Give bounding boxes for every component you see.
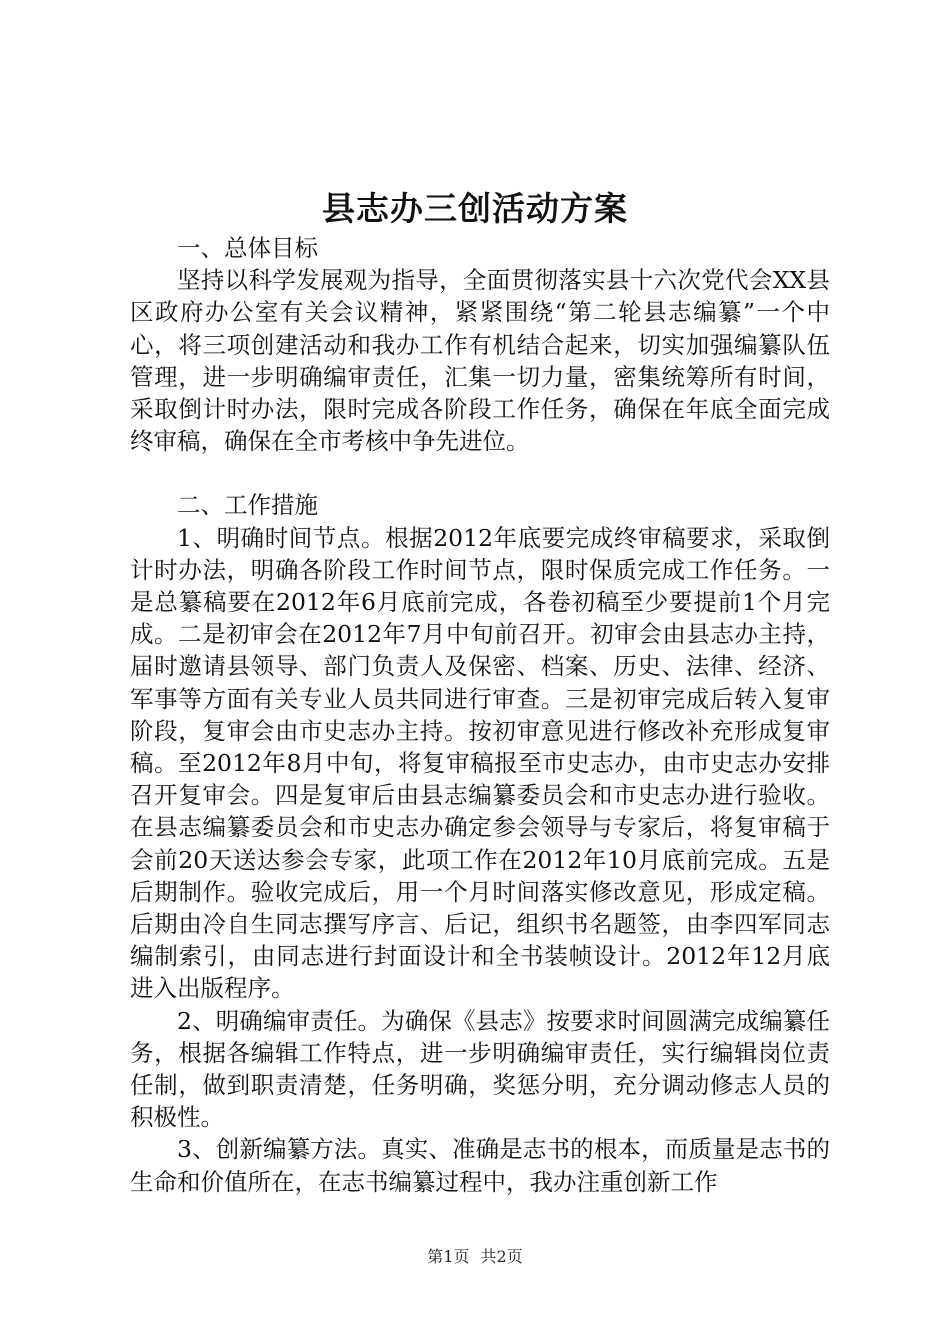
paragraph: 2、明确编审责任。为确保《县志》按要求时间圆满完成编纂任务，根据各编辑工作特点，进一步明确编审责任，实行编辑岗位责任制，做到职责清楚，任务明确，奖惩分明，充分调动修志人员的积极性。 <box>130 1006 830 1132</box>
paragraph-gap <box>130 457 830 489</box>
section-heading: 一、总体目标 <box>177 234 318 262</box>
page-number: 第1页 <box>427 1247 470 1266</box>
document-body <box>130 232 830 1198</box>
section-heading: 二、工作措施 <box>177 491 318 520</box>
paragraph: 坚持以科学发展观为指导，全面贯彻落实县十六次党代会XX县区政府办公室有关会议精神，紧紧围绕“第二轮县志编纂”一个中心，将三项创建活动和我办工作有机结合起来，切实加强编纂队伍管理，进一步明确编审责任，汇集一切力量，密集统筹所有时间，采取倒计时办法，限时完成各阶段工作任务，确保在年底全面完成终审稿，确保在全市考核中争先进位。 <box>130 266 830 456</box>
page-footer <box>0 1246 950 1268</box>
document-title: 县志办三创活动方案 <box>322 189 628 228</box>
paragraph: 3、创新编纂方法。真实、准确是志书的根本，而质量是志书的生命和价值所在，在志书编纂过程中，我办注重创新工作 <box>130 1135 830 1196</box>
paragraph: 1、明确时间节点。根据2012年底要完成终审稿要求，采取倒计时办法，明确各阶段工作时间节点，限时保质完成工作任务。一是总纂稿要在2012年6月底前完成，各卷初稿至少要提前1个月完成。二是初审会在2012年7月中旬前召开。初审会由县志办主持，届时邀请县领导、部门负责人及保密、档案、历史、法律、经济、军事等方面有关专业人员共同进行审查。三是初审完成后转入复审阶段，复审会由市史志办主持。按初审意见进行修改补充形成复审稿。至2012年8月中旬，将复审稿报至市史志办，由市史志办安排召开复审会。四是复审后由县志编纂委员会和市史志办进行验收。在县志编纂委员会和市史志办确定参会领导与专家后，将复审稿于会前20天送达参会专家，此项工作在2012年10月底前完成。五是后期制作。验收完成后，用一个月时间落实修改意见，形成定稿。后期由冷自生同志撰写序言、后记，组织书名题签，由李四军同志编制索引，由同志进行封面设计和全书装帧设计。2012年12月底进入出版程序。 <box>130 523 830 1003</box>
page-total: 共2页 <box>480 1247 523 1266</box>
